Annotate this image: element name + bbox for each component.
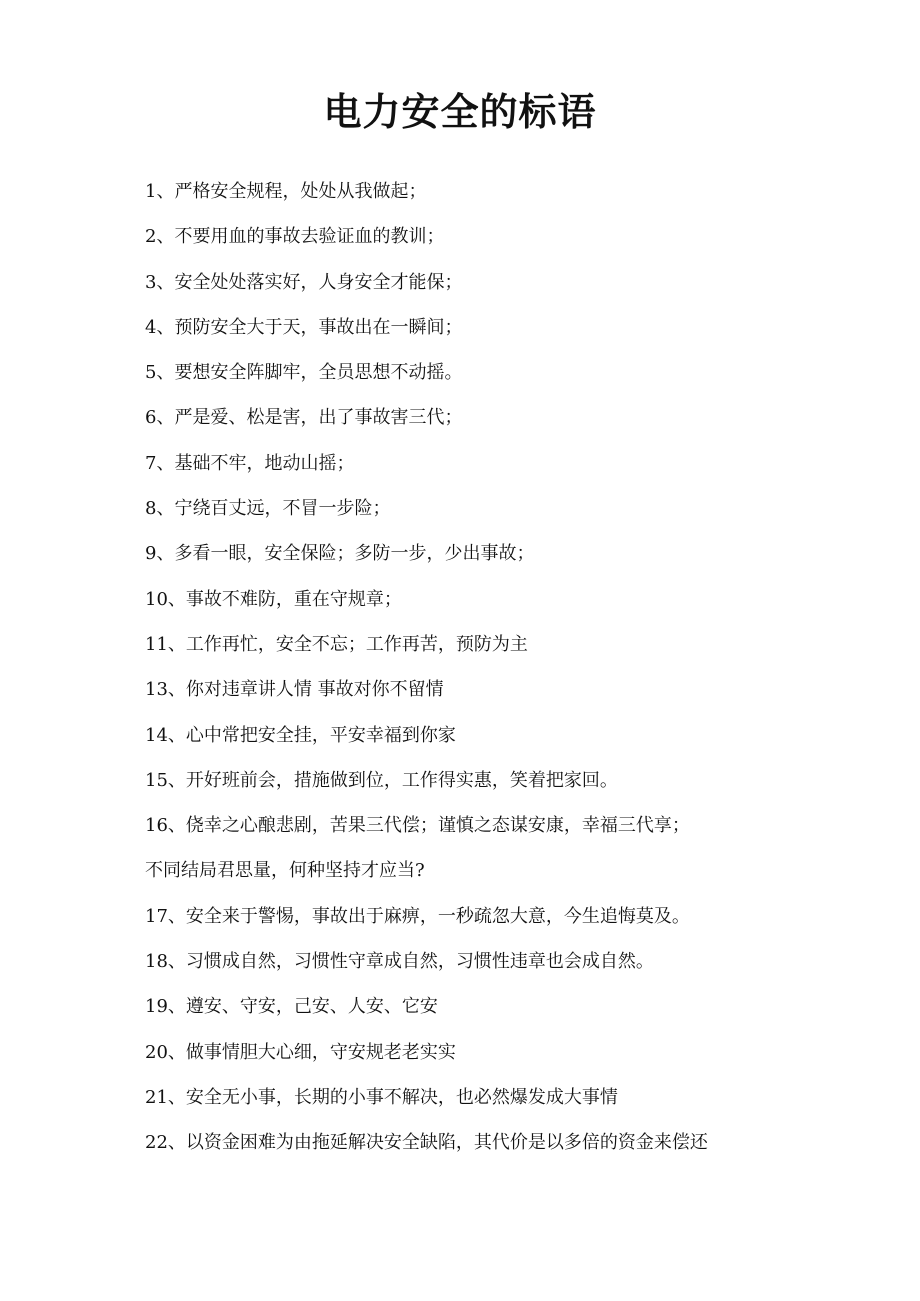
slogan-line-2: 2、不要用血的事故去验证血的教训；: [145, 226, 445, 248]
slogan-line-5: 5、要想安全阵脚牢，全员思想不动摇。: [145, 362, 463, 384]
slogan-line-16-continued: 不同结局君思量，何种坚持才应当?: [145, 860, 425, 882]
slogan-line-9: 9、多看一眼，安全保险；多防一步，少出事故；: [145, 543, 535, 565]
slogan-line-19: 19、遵安、守安，己安、人安、它安: [145, 996, 438, 1018]
slogan-line-17: 17、安全来于警惕，事故出于麻痹，一秒疏忽大意，今生追悔莫及。: [145, 905, 690, 927]
page-title: 电力安全的标语: [323, 90, 597, 134]
slogan-line-13: 13、你对违章讲人情 事故对你不留情: [145, 679, 444, 701]
slogan-line-14: 14、心中常把安全挂，平安幸福到你家: [145, 724, 456, 746]
slogan-line-7: 7、基础不牢，地动山摇；: [145, 452, 355, 474]
slogan-line-8: 8、宁绕百丈远，不冒一步险；: [145, 498, 391, 520]
slogan-line-10: 10、事故不难防，重在守规章；: [145, 588, 402, 610]
slogan-line-1: 1、严格安全规程，处处从我做起；: [145, 181, 427, 202]
slogan-line-20: 20、做事情胆大心细，守安规老老实实: [145, 1041, 456, 1063]
slogan-line-6: 6、严是爱、松是害，出了事故害三代；: [145, 407, 463, 429]
slogan-list: [145, 169, 845, 1166]
slogan-line-21: 21、安全无小事，长期的小事不解决，也必然爆发成大事情: [145, 1086, 618, 1108]
slogan-line-18: 18、习惯成自然，习惯性守章成自然，习惯性违章也会成自然。: [145, 951, 654, 973]
slogan-line-11: 11、工作再忙，安全不忘；工作再苦，预防为主: [145, 633, 528, 655]
slogan-line-22: 22、以资金困难为由拖延解决安全缺陷，其代价是以多倍的资金来偿还: [145, 1132, 708, 1154]
slogan-line-4: 4、预防安全大于天，事故出在一瞬间；: [145, 316, 463, 338]
slogan-line-16: 16、侥幸之心酿悲剧，苦果三代偿；谨慎之态谋安康，幸福三代享；: [145, 815, 690, 837]
slogan-line-15: 15、开好班前会，措施做到位，工作得实惠，笑着把家回。: [145, 769, 618, 791]
slogan-line-3: 3、安全处处落实好，人身安全才能保；: [145, 271, 463, 293]
